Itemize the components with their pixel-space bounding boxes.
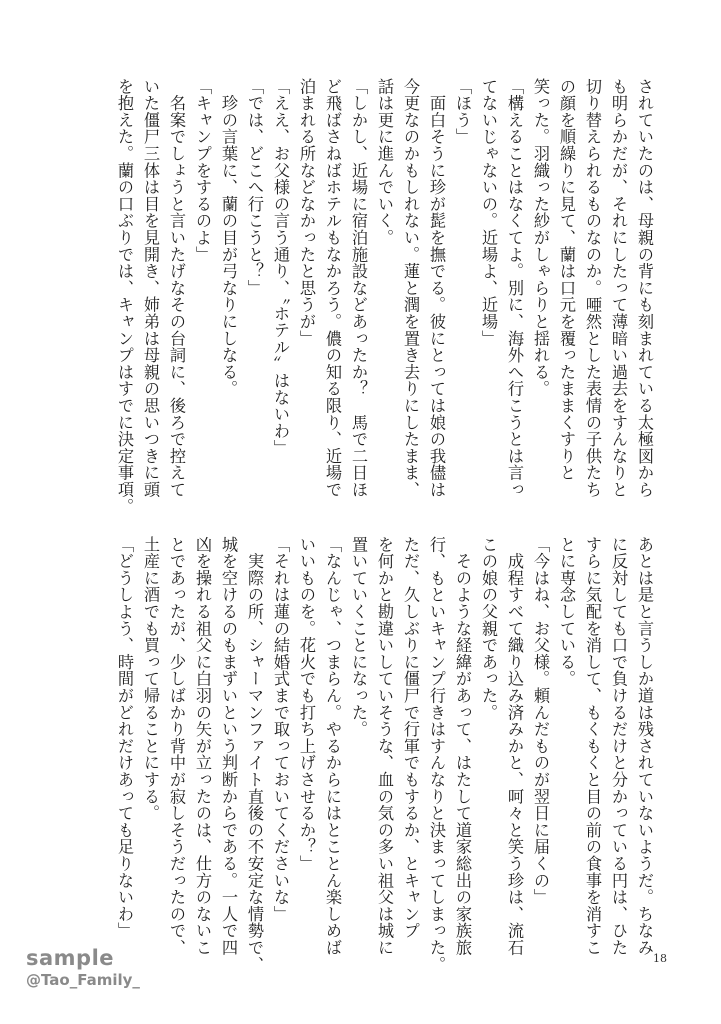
lower-text-block (111, 536, 657, 973)
text-line: いいものを。花火でも打ち上げさせるか？」 (297, 536, 316, 872)
text-line: 「構えることはなくてよ。別に、海外へ行こうとは言っ (505, 78, 524, 498)
text-line: 「ええ、お父様の言う通り、〝ホテル〟はないわ」 (271, 78, 290, 457)
text-line: 「それは蓮の結婚式まで取っておいてくださいな」 (271, 536, 290, 923)
text-line: 実際の所、シャーマンファイト直後の不安定な情勢で、 (245, 536, 264, 973)
text-line: すらに気配を消して、もくもくと目の前の食事を消すこ (583, 536, 602, 956)
text-line: 名案でしょうと言いたげなその台詞に、後ろで控えて (167, 78, 186, 498)
text-line: 「では、どこへ行こうと？」 (245, 78, 264, 297)
text-line: 城を空けるのもまずいという判断からである。一人で四 (219, 536, 238, 956)
text-line: 面白そうに珍が髭を撫でる。彼にとっては娘の我儘は (427, 78, 446, 498)
text-line: 「今はね、お父様。頼んだものが翌日に届くの」 (531, 536, 550, 906)
text-line: 話は更に進んでいく。 (375, 78, 394, 246)
text-line: 「なんじゃ、つまらん。やるからにはとことん楽しめば (323, 536, 342, 956)
text-line: 珍の言葉に、蘭の目が弓なりにしなる。 (219, 78, 238, 398)
text-line: 「ほう」 (453, 78, 472, 146)
text-line: 行、もといキャンプ行きはすんなりと決まってしまった。 (427, 536, 446, 973)
text-line: 土産に酒でも買って帰ることにする。 (141, 536, 160, 822)
text-line: 凶を操れる祖父に白羽の矢が立ったのは、仕方のないこ (193, 536, 212, 956)
text-line: 笑った。羽織った紗がしゃらりと揺れる。 (531, 78, 550, 398)
text-line: 「どうしよう、時間がどれだけあっても足りないわ」 (115, 536, 134, 940)
sample-watermark (26, 946, 140, 990)
text-line: この娘の父親であった。 (479, 536, 498, 721)
upper-text-block (111, 78, 657, 515)
text-line: てないじゃないの。近場よ、近場」 (479, 78, 498, 347)
text-line: ど飛ばさねばホテルもなかろう。儂の知る限り、近場で (323, 78, 342, 498)
text-line: 泊まれる所などなかったと思うが」 (297, 78, 316, 347)
text-line: の顔を順繰りに見て、蘭は口元を覆ったままくすりと (557, 78, 576, 482)
text-line: されていたのは、母親の背にも刻まれている太極図から (635, 78, 654, 498)
text-line: いた僵尸三体は目を見開き、姉弟は母親の思いつきに頭 (141, 78, 160, 498)
text-line: 「キャンプをするのよ」 (193, 78, 212, 263)
text-line: 成程すべて織り込み済みかと、呵々と笑う珍は、流石 (505, 536, 524, 956)
text-line: 今更なのかもしれない。蓮と潤を置き去りにしたまま、 (401, 78, 420, 498)
text-line: あとは是と言うしか道は残されていないようだ。ちなみ (635, 536, 654, 956)
text-line: 「しかし、近場に宿泊施設などあったか？ 馬で二日ほ (349, 78, 368, 498)
text-line: とであったが、少しばかり背中が寂しそうだったので、 (167, 536, 186, 956)
text-line: とに専念している。 (557, 536, 576, 688)
text-line: を抱えた。蘭の口ぶりでは、キャンプはすでに決定事項。 (115, 78, 134, 515)
watermark-title: sample (26, 946, 115, 970)
text-line: も明らかだが、それにしたって薄暗い過去をすんなりと (609, 78, 628, 498)
watermark-handle: @Tao_Family_ (26, 971, 140, 989)
text-line: に反対しても口で負けるだけと分かっている円は、ひた (609, 536, 628, 956)
text-line: ただ、久しぶりに僵尸で行軍でもするか、とキャンプ (401, 536, 420, 940)
text-line: 切り替えられるものなのか。唖然とした表情の子供たち (583, 78, 602, 498)
text-line: を何かと勘違いしていそうな、血の気の多い祖父は城に (375, 536, 394, 956)
text-line: そのような経緯があって、はたして道家総出の家族旅 (453, 536, 472, 956)
page-number: 18 (653, 952, 667, 965)
text-line: 置いていくことになった。 (349, 536, 368, 738)
